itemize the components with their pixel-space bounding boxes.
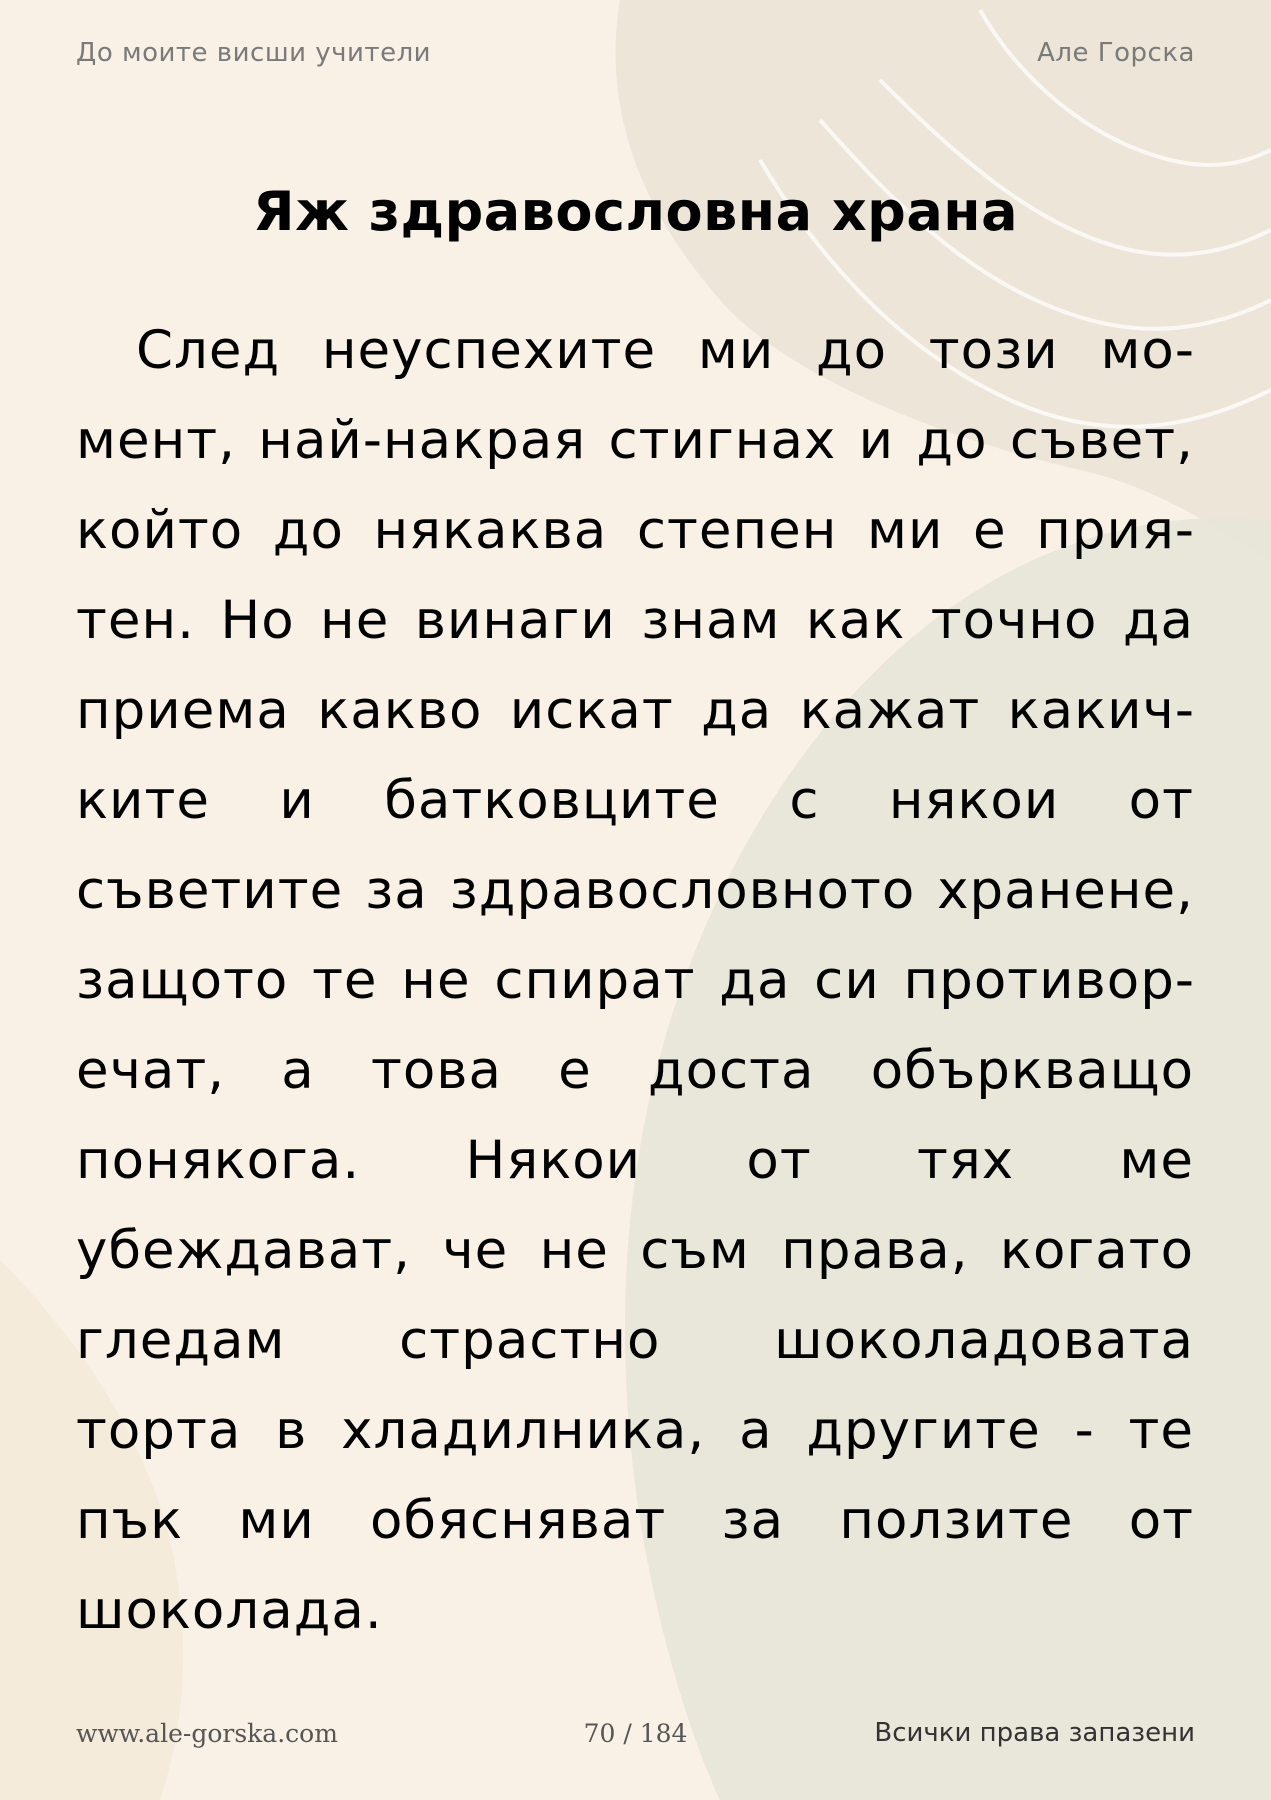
running-header — [76, 36, 1195, 70]
running-footer — [76, 1716, 1195, 1750]
copyright-notice: Всички права запазени — [874, 1718, 1195, 1748]
body-paragraph: След неуспехите ми до този момент, най-накрая стигнах и до съвет, който до някаква степен ми е приятен. Но не винаги знам как точно да приема какво искат да кажат какичките и батковците с някои от съветите за здравословното хранене, защото те не спират да си противоречат, а това е доста объркващо понякога. Някои от тях ме убеждават, че не съм права, когато гледам страстно шоколадовата торта в хладилника, а другите - те пък ми обясняват за ползите от шоколада. — [76, 320, 1194, 1641]
author-name: Але Горска — [1037, 38, 1195, 68]
website-link[interactable]: www.ale-gorska.com — [76, 1718, 338, 1748]
page-number: 70 / 184 — [583, 1718, 688, 1748]
book-title: До моите висши учители — [76, 38, 432, 68]
chapter-title: Яж здравословна храна — [252, 180, 1019, 243]
